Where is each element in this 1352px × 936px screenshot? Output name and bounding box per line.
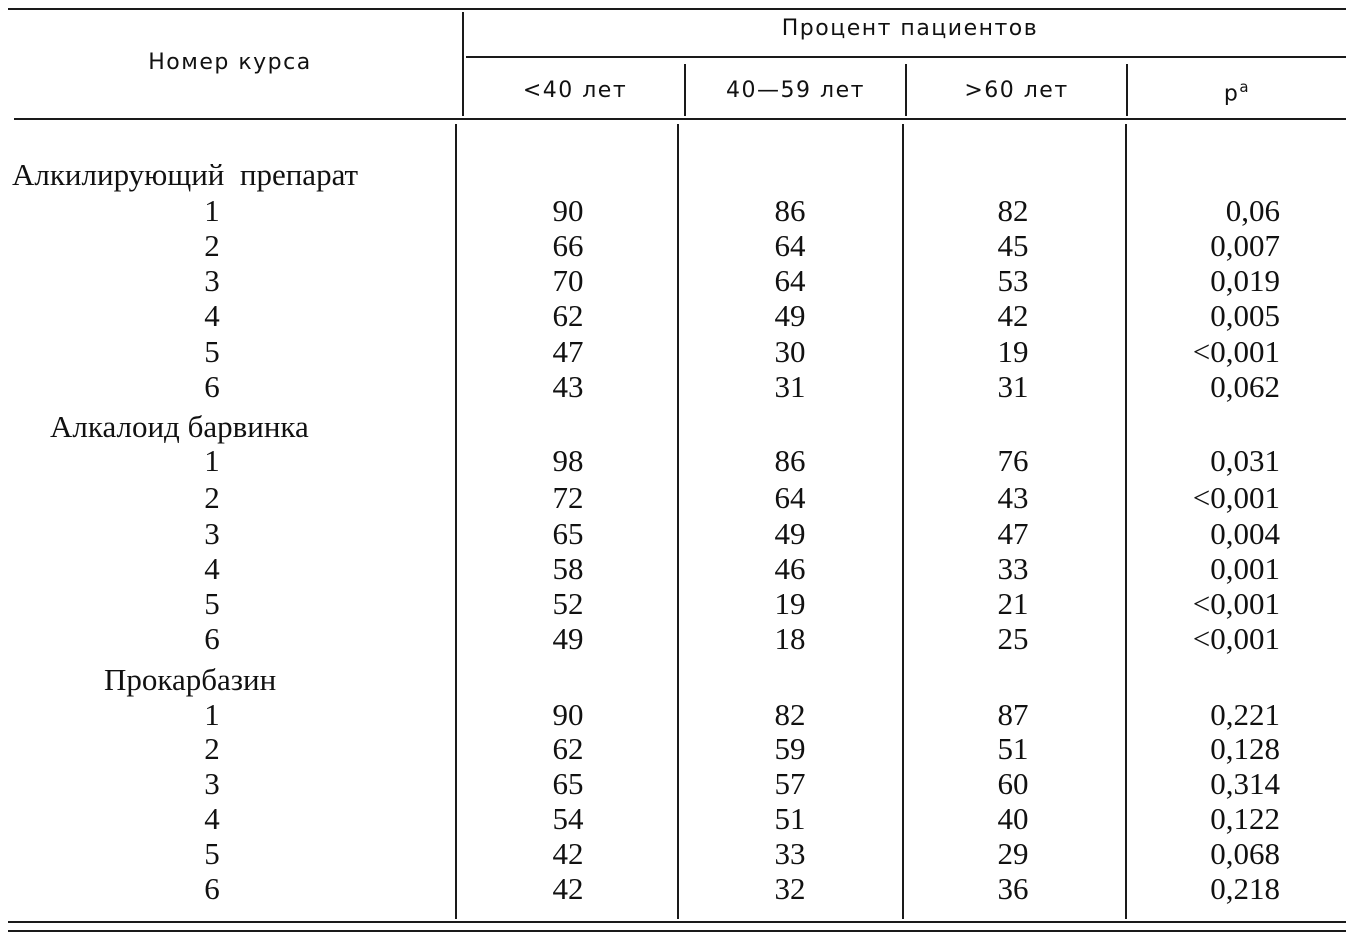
header-bottom-rule (14, 118, 1346, 120)
bottom-rule-2 (8, 930, 1346, 932)
value-40-59: 19 (774, 586, 806, 621)
course-number: 6 (204, 871, 220, 906)
value-40-59: 18 (774, 621, 806, 656)
value-40-59: 51 (774, 801, 806, 836)
value-40-59: 46 (774, 551, 806, 586)
value-under-40: 42 (552, 871, 584, 906)
p-value: 0,068 (1210, 836, 1280, 871)
value-over-60: 45 (997, 228, 1029, 263)
value-over-60: 42 (997, 298, 1029, 333)
value-over-60: 33 (997, 551, 1029, 586)
course-number: 4 (204, 298, 220, 333)
value-40-59: 30 (774, 334, 806, 369)
value-40-59: 57 (774, 766, 806, 801)
course-number: 5 (204, 836, 220, 871)
value-under-40: 62 (552, 731, 584, 766)
value-over-60: 47 (997, 516, 1029, 551)
group-header-rule (466, 56, 1346, 58)
p-value: <0,001 (1192, 480, 1280, 515)
column-header-over-60: >60 лет (964, 78, 1069, 103)
value-40-59: 33 (774, 836, 806, 871)
course-number: 1 (204, 697, 220, 732)
course-number: 5 (204, 334, 220, 369)
value-40-59: 64 (774, 480, 806, 515)
course-number: 1 (204, 443, 220, 478)
value-over-60: 51 (997, 731, 1029, 766)
p-value: 0,218 (1210, 871, 1280, 906)
course-number-header: Номер курса (148, 50, 312, 75)
value-under-40: 98 (552, 443, 584, 478)
group-label-vinca-alkaloid: Алкалоид барвинка (50, 409, 309, 444)
value-40-59: 86 (774, 193, 806, 228)
value-over-60: 60 (997, 766, 1029, 801)
p-value: 0,062 (1210, 369, 1280, 404)
value-40-59: 86 (774, 443, 806, 478)
course-number: 6 (204, 369, 220, 404)
value-under-40: 58 (552, 551, 584, 586)
value-40-59: 64 (774, 263, 806, 298)
value-under-40: 62 (552, 298, 584, 333)
patient-percent-header: Процент пациентов (781, 16, 1039, 41)
p-letter: р (1223, 81, 1240, 107)
course-number: 2 (204, 480, 220, 515)
value-40-59: 64 (774, 228, 806, 263)
body-divider-main (455, 124, 457, 919)
value-40-59: 59 (774, 731, 806, 766)
value-under-40: 42 (552, 836, 584, 871)
course-number: 3 (204, 766, 220, 801)
value-over-60: 82 (997, 193, 1029, 228)
value-under-40: 49 (552, 621, 584, 656)
p-superscript: а (1239, 78, 1251, 96)
value-under-40: 52 (552, 586, 584, 621)
p-value: 0,001 (1210, 551, 1280, 586)
p-value: 0,031 (1210, 443, 1280, 478)
p-value: 0,06 (1225, 193, 1280, 228)
value-over-60: 25 (997, 621, 1029, 656)
value-40-59: 49 (774, 516, 806, 551)
value-40-59: 31 (774, 369, 806, 404)
p-value: 0,005 (1210, 298, 1280, 333)
p-value: <0,001 (1192, 621, 1280, 656)
p-value: 0,004 (1210, 516, 1280, 551)
p-value: 0,007 (1210, 228, 1280, 263)
value-under-40: 70 (552, 263, 584, 298)
course-number: 3 (204, 263, 220, 298)
value-over-60: 36 (997, 871, 1029, 906)
value-under-40: 72 (552, 480, 584, 515)
course-number: 2 (204, 731, 220, 766)
course-number: 6 (204, 621, 220, 656)
value-over-60: 43 (997, 480, 1029, 515)
p-value: 0,314 (1210, 766, 1280, 801)
course-number: 5 (204, 586, 220, 621)
value-over-60: 40 (997, 801, 1029, 836)
value-40-59: 82 (774, 697, 806, 732)
value-under-40: 90 (552, 697, 584, 732)
value-over-60: 29 (997, 836, 1029, 871)
column-header-40-59: 40—59 лет (726, 78, 865, 103)
value-under-40: 47 (552, 334, 584, 369)
value-under-40: 54 (552, 801, 584, 836)
p-value: 0,128 (1210, 731, 1280, 766)
column-header-under-40: <40 лет (522, 78, 628, 103)
top-rule (8, 8, 1346, 10)
course-number: 4 (204, 801, 220, 836)
header-divider-main (462, 12, 464, 116)
course-number: 4 (204, 551, 220, 586)
p-value: <0,001 (1192, 586, 1280, 621)
p-value: <0,001 (1192, 334, 1280, 369)
body-divider-2 (902, 124, 904, 919)
value-over-60: 53 (997, 263, 1029, 298)
value-over-60: 31 (997, 369, 1029, 404)
value-under-40: 65 (552, 766, 584, 801)
value-under-40: 66 (552, 228, 584, 263)
value-under-40: 65 (552, 516, 584, 551)
value-40-59: 49 (774, 298, 806, 333)
value-over-60: 87 (997, 697, 1029, 732)
value-over-60: 21 (997, 586, 1029, 621)
p-value: 0,221 (1210, 697, 1280, 732)
body-divider-1 (677, 124, 679, 919)
course-number: 3 (204, 516, 220, 551)
value-over-60: 76 (997, 443, 1029, 478)
group-label-procarbazine: Прокарбазин (104, 662, 277, 697)
value-under-40: 90 (552, 193, 584, 228)
course-number: 1 (204, 193, 220, 228)
value-40-59: 32 (774, 871, 806, 906)
bottom-rule-1 (8, 921, 1346, 923)
column-header-p (1128, 78, 1346, 106)
p-value: 0,019 (1210, 263, 1280, 298)
course-number: 2 (204, 228, 220, 263)
p-value: 0,122 (1210, 801, 1280, 836)
value-under-40: 43 (552, 369, 584, 404)
group-label-alkylating: Алкилирующий препарат (12, 157, 359, 192)
value-over-60: 19 (997, 334, 1029, 369)
